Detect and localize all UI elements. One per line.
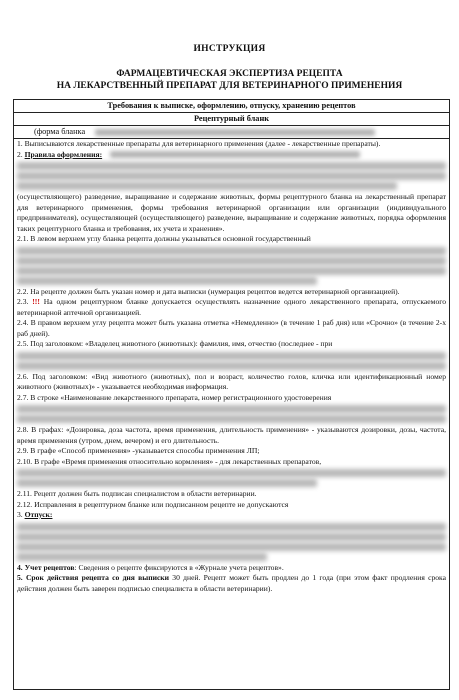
warning-mark: !!! <box>32 297 40 306</box>
p5-text: 30 дней. Рецепт может быть продлен до 1 года (при этом факт продления срока действия должен быть заверен подписью специалиста в области ветеринарии). <box>17 573 446 593</box>
redacted-line <box>17 533 446 541</box>
redacted-line <box>17 182 397 190</box>
paragraph-2-10: 2.10. В графе «Время применения относительно кормления» - для лекарственных препаратов, <box>17 456 322 466</box>
paragraph-2-3 <box>17 297 446 318</box>
paragraph-2-4: 2.4. В правом верхнем углу рецепта может быть указана отметка «Немедленно» (в течение 1 раб дня) или «Срочно» (в течение 2-х раб дней). <box>17 318 446 338</box>
p3-num: 3. <box>17 510 25 519</box>
document-body <box>17 139 446 594</box>
p23-text: На одном рецептурном бланке допускается осуществлять назначение одного лекарственного препарата, отпускаемого ветеринарной аптечной организацией. <box>17 297 446 317</box>
paragraph-5 <box>17 573 446 594</box>
p4-label: 4. Учет рецептов <box>17 562 75 572</box>
redacted-line <box>17 172 446 180</box>
redacted-text <box>95 129 375 136</box>
redacted-line <box>17 405 446 413</box>
redacted-text <box>110 151 360 158</box>
paragraph-2-11: 2.11. Рецепт должен быть подписан специалистом в области ветеринарии. <box>17 489 257 498</box>
p3-label: Отпуск: <box>24 510 53 519</box>
p2-label: Правила оформления: <box>24 149 103 159</box>
redacted-line <box>17 479 317 487</box>
redacted-line <box>17 543 446 551</box>
p23-num: 2.3. <box>17 297 33 306</box>
form-label: (форма бланка <box>34 127 86 136</box>
paragraph-2-cont: (осуществляющего) разведение, выращивание и содержание животных, формы рецептурного бланка на лекарственный препарат для ветеринарного применения, формы требования ветеринарной организации или организации (индивидуального предпринимателя), осуществляющей (осуществляющего) разведение, выращивание и содержание животных, порядка оформления таких рецептурного бланка и требования, их учета и хранения». <box>17 192 446 233</box>
paragraph-4 <box>17 563 446 574</box>
paragraph-2-5: 2.5. Под заголовком: «Владелец животного (животных): фамилия, имя, отчество (последнее - при <box>17 339 333 348</box>
paragraph-3 <box>17 510 446 521</box>
instruction-table <box>13 99 450 690</box>
section-header: Рецептурный бланк <box>14 113 449 126</box>
redacted-line <box>17 362 446 370</box>
p2-num: 2. <box>17 149 25 159</box>
paragraph-2-2: 2.2. На рецепте должен быть указан номер и дата выписки (нумерация рецептов ведется ветеринарной организацией). <box>17 286 400 296</box>
subtitle-line-2: НА ЛЕКАРСТВЕННЫЙ ПРЕПАРАТ ДЛЯ ВЕТЕРИНАРНОГО ПРИМЕНЕНИЯ <box>56 81 403 91</box>
paragraph-2-6: 2.6. Под заголовком: «Вид животного (животных), пол и возраст, количество голов, кличка или идентификационный номер животного (животных)» - указывается необходимая информация. <box>17 371 446 391</box>
redacted-line <box>17 162 446 170</box>
redacted-line <box>17 553 267 561</box>
p5-label: 5. Срок действия рецепта со дня выписки <box>17 573 170 582</box>
p4-text: : Сведения о рецепте фиксируются в «Журнале учета рецептов». <box>74 562 284 572</box>
doc-subtitle <box>0 68 459 92</box>
doc-title: ИНСТРУКЦИЯ <box>193 44 266 54</box>
redacted-line <box>17 267 446 275</box>
table-header: Требования к выписке, оформлению, отпуску, хранению рецептов <box>14 100 449 113</box>
redacted-line <box>17 469 446 477</box>
paragraph-2-9: 2.9. В графе «Способ применения» -указывается способы применения ЛП; <box>17 446 260 455</box>
redacted-line <box>17 352 446 360</box>
paragraph-1: 1. Выписываются лекарственные препараты для ветеринарного применения (далее - лекарственные препараты). <box>17 139 381 148</box>
redacted-line <box>17 257 446 265</box>
redacted-line <box>17 523 446 531</box>
paragraph-2-7: 2.7. В строке «Наименование лекарственного препарата, номер регистрационного удостоверения <box>17 392 332 402</box>
paragraph-2-8: 2.8. В графах: «Дозировка, доза частота, время применения, длительность применения» - указываются дозировки, дозы, частота, время применения (утром, днем, вечером) и его длительность. <box>17 425 446 445</box>
form-row <box>14 126 449 139</box>
paragraph-2-12: 2.12. Исправления в рецептурном бланке или подписанном рецепте не допускаются <box>17 499 289 509</box>
redacted-line <box>17 415 446 423</box>
redacted-line <box>17 277 317 285</box>
paragraph-2 <box>17 150 446 161</box>
redacted-line <box>17 247 446 255</box>
paragraph-2-1: 2.1. В левом верхнем углу бланка рецепта должны указываться основной государственный <box>17 234 311 243</box>
subtitle-line-1: ФАРМАЦЕВТИЧЕСКАЯ ЭКСПЕРТИЗА РЕЦЕПТА <box>116 69 343 79</box>
